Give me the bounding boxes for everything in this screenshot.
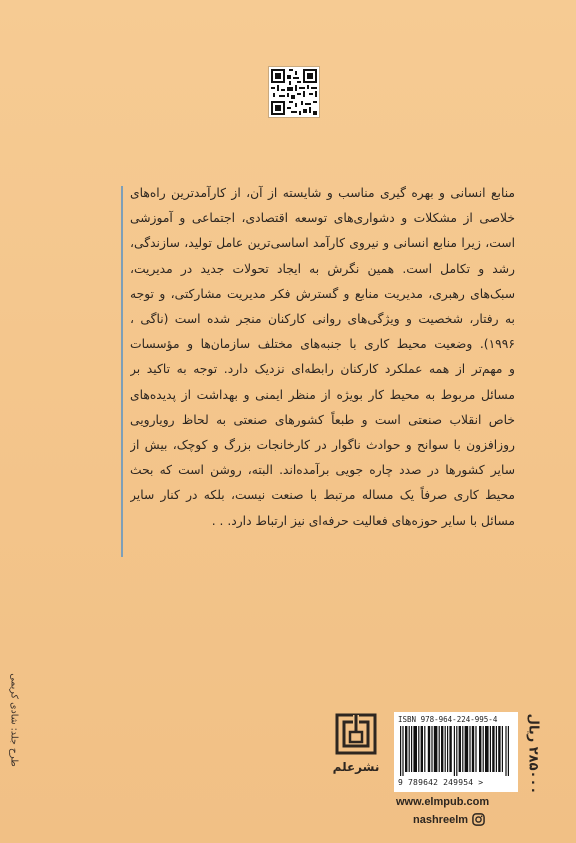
isbn-barcode: [394, 712, 518, 792]
synopsis-line: خاص انقلاب صنعتی است و طبعاً کشورهای صنعتی به لحاظ رویارویی: [130, 412, 515, 427]
publisher-logo-icon: [334, 712, 378, 756]
synopsis-line: و مهم‌تر از همه عملکرد کارکنان رابطه‌ای نزدیک دارد. توجه به تاکید بر: [130, 362, 515, 377]
website-link[interactable]: www.elmpub.com: [396, 796, 490, 808]
publisher-logo: [330, 712, 382, 782]
barcode-bars: [400, 726, 512, 776]
instagram-text: nashreelm: [413, 813, 469, 826]
cover-designer-credit: [4, 660, 24, 780]
publisher-name: نشرعلم: [332, 760, 380, 774]
synopsis-line: منابع انسانی و بهره گیری مناسب و شایسته از آن، از کارآمدترین راه‌های: [130, 186, 515, 200]
isbn-label: ISBN 978-964-224-995-4: [398, 715, 498, 724]
synopsis-line: محیط کاری صرفاً یک مساله مرتبط با صنعت نیست، بلکه در کنار سایر: [130, 488, 515, 503]
instagram-icon: [472, 813, 485, 826]
qr-code-image: [269, 67, 319, 117]
synopsis-line: مسائل مربوط به محیط کار بویژه از منظر ایمنی و بهداشت از پدیده‌های: [130, 387, 515, 402]
instagram-handle[interactable]: [413, 813, 485, 826]
synopsis-line: سایر کشورها در صدد چاره جویی برآمده‌اند. البته، روشن است که بحث: [130, 463, 515, 478]
synopsis-line: است، زیرا منابع انسانی و نیروی کارآمد اساسی‌ترین عامل تولید، سازندگی،: [130, 236, 515, 251]
synopsis-line: رشد و تکامل است. همین نگرش به ایجاد تحولات جدید در مدیریت،: [130, 261, 515, 276]
barcode-digits: 9 789642 249954 >: [398, 778, 484, 787]
synopsis-line: به رفتار، شخصیت و ویژگی‌های روانی کارکنان منجر شده است (ناگی ،: [130, 312, 515, 327]
cover-designer-text: طرح جلد: شادی کریمی: [8, 673, 20, 767]
synopsis-line: خلاصی از مشکلات و دشواری‌های توسعه اقتصادی، اجتماعی و آموزشی: [130, 211, 515, 226]
synopsis-line: ۱۹۹۶). وضعیت محیط کاری با جنبه‌های مختلف سازمان‌ها و مؤسسات: [130, 337, 515, 352]
price-tag: [520, 712, 546, 796]
vertical-accent-rule: [121, 186, 123, 557]
synopsis-line: روزافزون با سوانح و حوادث ناگوار در کارخانجات بزرگ و کوچک، بیش از: [130, 438, 515, 453]
synopsis-line: مسائل با سایر حوزه‌های فعالیت حرفه‌ای نیز ارتباط دارد. . .: [211, 513, 515, 528]
synopsis-paragraph: [130, 181, 515, 534]
synopsis-line: سبک‌های رهبری، مدیریت منابع و گسترش فکر مدیریت مشارکتی، و توجه: [130, 286, 515, 301]
qr-code: [268, 66, 320, 118]
price-text: ۲۸۵۰۰۰ ریال: [525, 713, 541, 795]
